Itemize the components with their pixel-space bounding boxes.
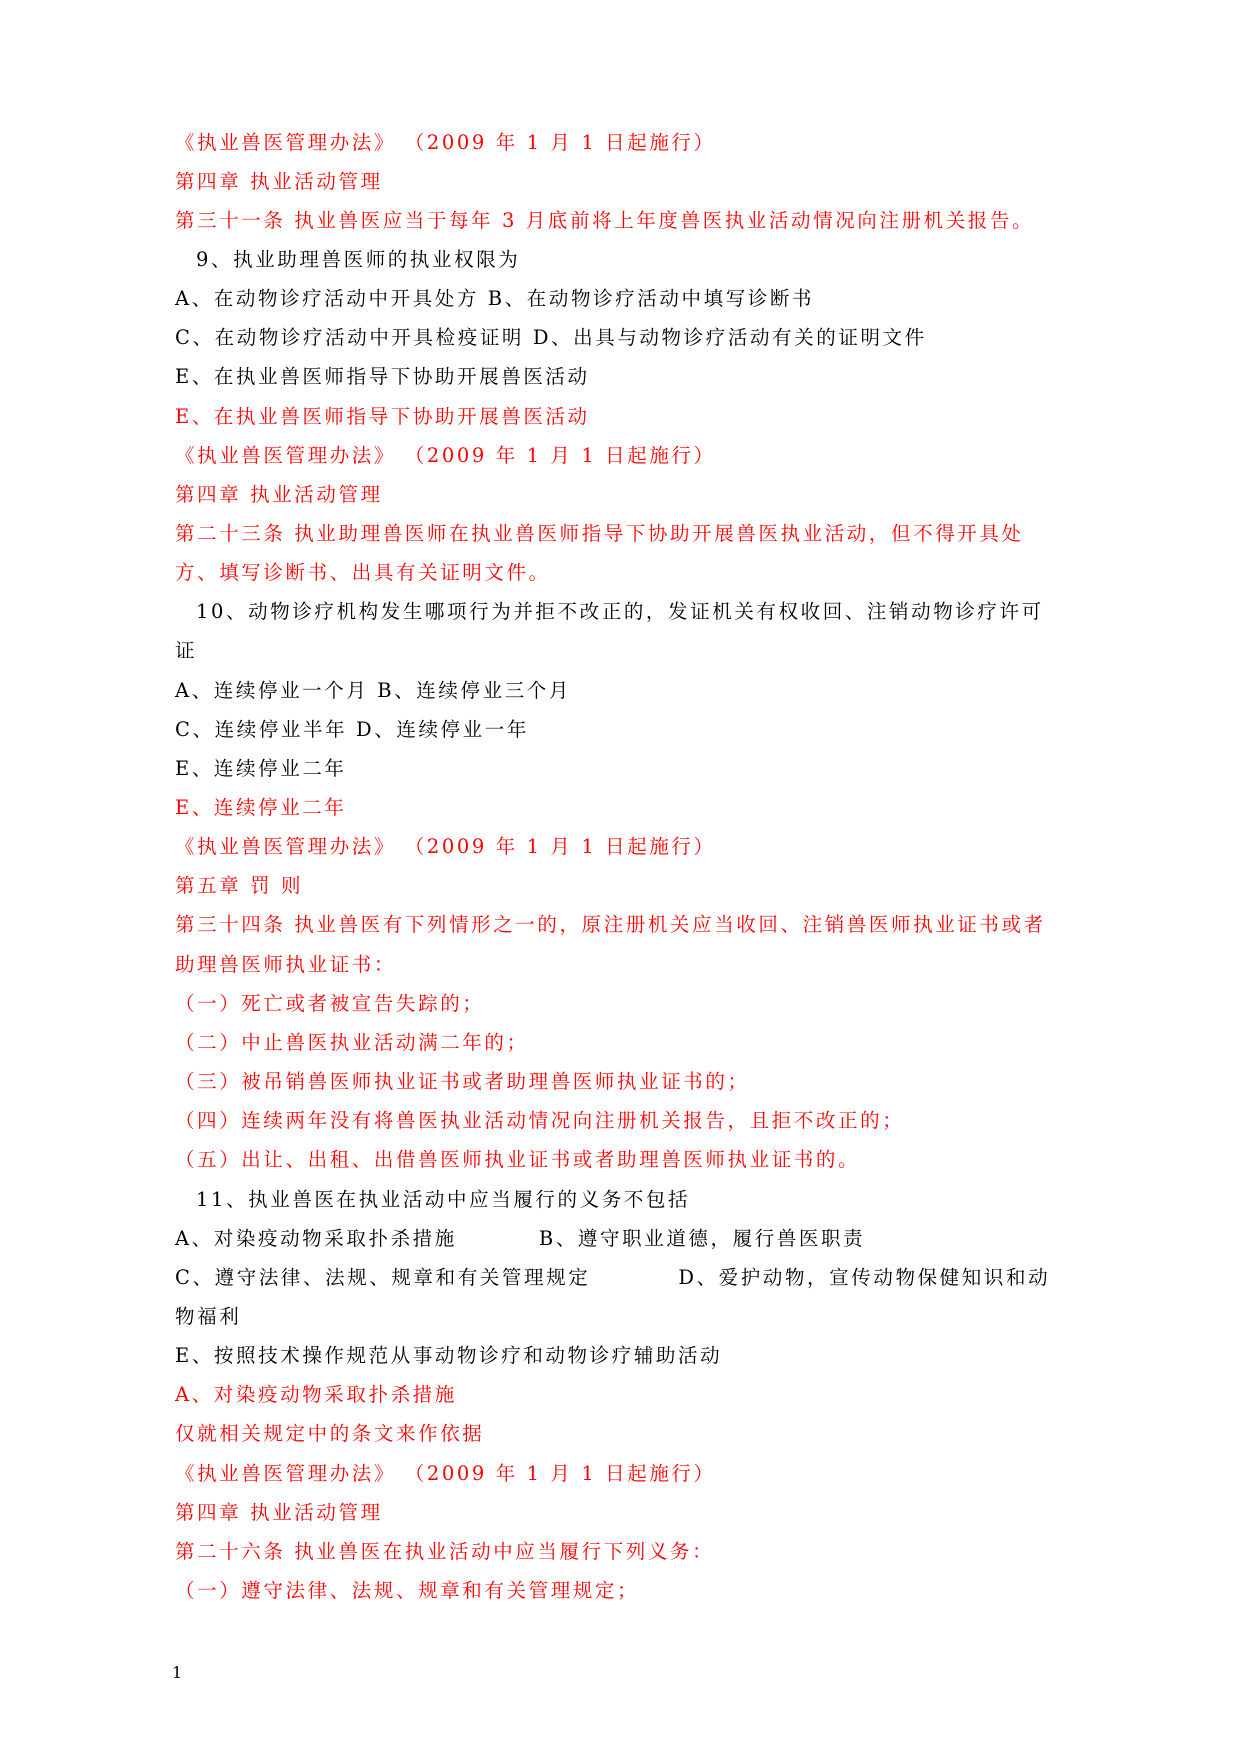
answer-line: E、在执业兽医师指导下协助开展兽医活动 [175, 405, 590, 428]
article-text: 第二十三条 执业助理兽医师在执业兽医师指导下协助开展兽医执业活动，但不得开具处 [175, 522, 1024, 545]
chapter-heading: 第四章 执业活动管理 [175, 1501, 383, 1524]
article-item: （一）死亡或者被宣告失踪的； [175, 992, 485, 1015]
option-line: C、连续停业半年 D、连续停业一年 [175, 718, 529, 741]
article-text: 第三十四条 执业兽医有下列情形之一的，原注册机关应当收回、注销兽医师执业证书或者 [175, 913, 1046, 936]
law-citation: 《执业兽医管理办法》 （2009 年 1 月 1 日起施行） [175, 131, 716, 154]
option-line [175, 1226, 865, 1252]
option-c: C、遵守法律、法规、规章和有关管理规定 [175, 1266, 591, 1289]
option-line: C、在动物诊疗活动中开具检疫证明 D、出具与动物诊疗活动有关的证明文件 [175, 326, 927, 349]
article-text: 方、填写诊断书、出具有关证明文件。 [175, 561, 551, 584]
option-line: A、在动物诊疗活动中开具处方 B、在动物诊疗活动中填写诊断书 [175, 287, 815, 310]
question-9: 9、执业助理兽医师的执业权限为 [196, 248, 521, 271]
chapter-heading: 第四章 执业活动管理 [175, 170, 383, 193]
option-line: E、在执业兽医师指导下协助开展兽医活动 [175, 365, 590, 388]
article-item: （五）出让、出租、出借兽医师执业证书或者助理兽医师执业证书的。 [175, 1148, 861, 1171]
option-line: A、连续停业一个月 B、连续停业三个月 [175, 679, 572, 702]
answer-line: E、连续停业二年 [175, 796, 347, 819]
article-text: 第三十一条 执业兽医应当于每年 3 月底前将上年度兽医执业活动情况向注册机关报告。 [175, 209, 1035, 232]
answer-note: 仅就相关规定中的条文来作依据 [175, 1422, 485, 1445]
article-text: 助理兽医师执业证书： [175, 953, 397, 976]
question-10-continued: 证 [175, 639, 198, 662]
article-item: （一）遵守法律、法规、规章和有关管理规定； [175, 1579, 640, 1602]
option-line: 物福利 [175, 1305, 242, 1328]
question-10: 10、动物诊疗机构发生哪项行为并拒不改正的，发证机关有权收回、注销动物诊疗许可 [196, 600, 1044, 623]
article-item: （四）连续两年没有将兽医执业活动情况向注册机关报告，且拒不改正的； [175, 1109, 905, 1132]
option-line: E、连续停业二年 [175, 757, 347, 780]
option-a: A、对染疫动物采取扑杀措施 [175, 1227, 457, 1250]
page-number: 1 [172, 1663, 183, 1682]
chapter-heading: 第四章 执业活动管理 [175, 483, 383, 506]
chapter-heading: 第五章 罚 则 [175, 874, 304, 897]
law-citation: 《执业兽医管理办法》 （2009 年 1 月 1 日起施行） [175, 444, 716, 467]
law-citation: 《执业兽医管理办法》 （2009 年 1 月 1 日起施行） [175, 835, 716, 858]
option-d: D、爱护动物，宣传动物保健知识和动 [678, 1266, 1051, 1289]
article-item: （二）中止兽医执业活动满二年的； [175, 1031, 529, 1054]
question-11: 11、执业兽医在执业活动中应当履行的义务不包括 [196, 1188, 691, 1211]
option-b: B、遵守职业道德，履行兽医职责 [538, 1227, 866, 1250]
option-line: E、按照技术操作规范从事动物诊疗和动物诊疗辅助活动 [175, 1344, 723, 1367]
law-citation: 《执业兽医管理办法》 （2009 年 1 月 1 日起施行） [175, 1462, 716, 1485]
article-item: （三）被吊销兽医师执业证书或者助理兽医师执业证书的； [175, 1070, 750, 1093]
answer-line: A、对染疫动物采取扑杀措施 [175, 1383, 457, 1406]
option-line [175, 1265, 1050, 1291]
article-text: 第二十六条 执业兽医在执业活动中应当履行下列义务： [175, 1540, 715, 1563]
